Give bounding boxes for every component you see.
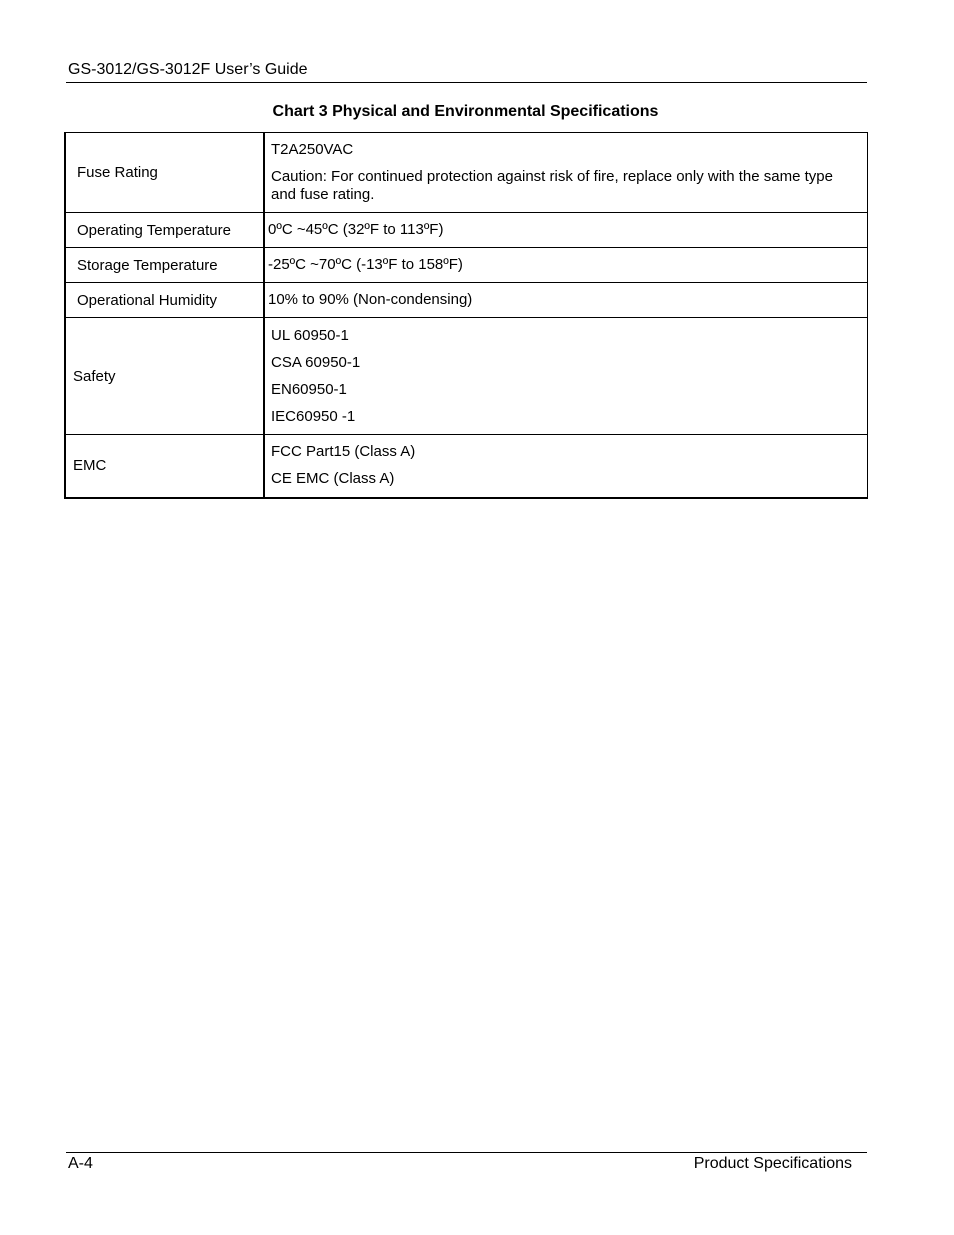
row-value-cell <box>264 435 868 498</box>
row-value-cell <box>264 213 868 248</box>
table-row <box>65 213 868 248</box>
row-value: -25ºC ~70ºC (-13ºF to 158ºF) <box>268 256 463 273</box>
row-value-cell <box>264 318 868 435</box>
specifications-table <box>64 132 868 499</box>
row-value: 0ºC ~45ºC (32ºF to 113ºF) <box>268 221 444 238</box>
page-header <box>66 60 867 83</box>
table-caption: Chart 3 Physical and Environmental Specifications <box>272 103 659 120</box>
row-value: EN60950-1 <box>271 380 347 398</box>
section-name: Product Specifications <box>693 1155 852 1172</box>
row-value: CE EMC (Class A) <box>271 470 395 488</box>
row-value-cell <box>264 248 868 283</box>
row-value: 10% to 90% (Non-condensing) <box>268 291 473 308</box>
row-label-cell <box>65 133 264 213</box>
table-row <box>65 248 868 283</box>
row-label: Fuse Rating <box>77 164 158 181</box>
row-label: Storage Temperature <box>77 256 218 274</box>
row-label-cell <box>65 213 264 248</box>
row-value: T2A250VAC <box>271 141 354 158</box>
guide-title: GS-3012/GS-3012F User’s Guide <box>68 61 308 78</box>
row-label: EMC <box>73 457 107 475</box>
row-label: Safety <box>73 367 116 385</box>
row-value: FCC Part15 (Class A) <box>271 443 416 461</box>
row-value: UL 60950-1 <box>271 326 349 344</box>
row-value-cell <box>264 133 868 213</box>
row-label-cell <box>65 435 264 498</box>
table-row <box>65 133 868 213</box>
row-label-cell <box>65 283 264 318</box>
row-label: Operating Temperature <box>77 221 231 239</box>
row-value-cell <box>264 283 868 318</box>
table-row <box>65 435 868 498</box>
caution-note: Caution: For continued protection against risk of fire, replace only with the same type and fuse rating. <box>271 168 833 203</box>
page-footer <box>66 1152 867 1175</box>
row-value: IEC60950 -1 <box>271 407 356 425</box>
table-row <box>65 283 868 318</box>
table-row <box>65 318 868 435</box>
row-label: Operational Humidity <box>77 291 218 309</box>
page-number: A-4 <box>68 1155 93 1172</box>
row-value: CSA 60950-1 <box>271 353 361 371</box>
row-label-cell <box>65 318 264 435</box>
row-label-cell <box>65 248 264 283</box>
